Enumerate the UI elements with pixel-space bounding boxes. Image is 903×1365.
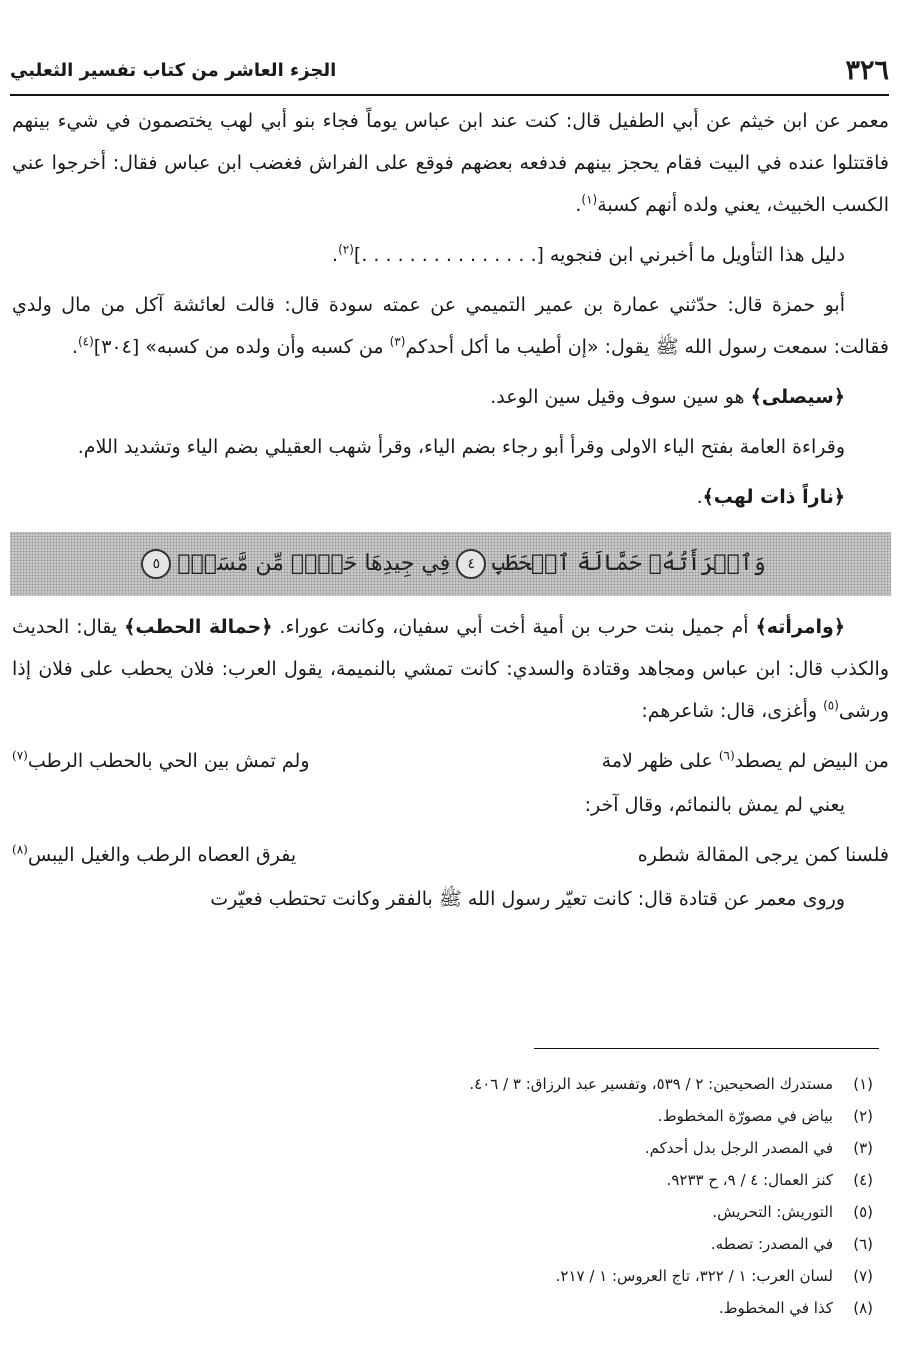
footnote [60, 1068, 873, 1100]
paragraph: وقراءة العامة بفتح الياء الاولى وقرأ أبو رجاء بضم الياء، وقرأ شهب العقيلي بضم الياء وتشديد اللام. [77, 436, 845, 458]
paragraph: ﴿سيصلى﴾ هو سين سوف وقيل سين الوعد. [490, 386, 845, 408]
footnote-ref[interactable]: (٢) [338, 242, 354, 257]
footnote-text: في المصدر: تصطه. [710, 1235, 833, 1253]
poem-hemistich-first: فلسنا كمن يرجى المقالة شطره [637, 844, 889, 866]
quran-term: ﴿وامرأته﴾ [755, 616, 845, 638]
footnote [60, 1196, 873, 1228]
footnote-ref[interactable]: (٤) [77, 334, 94, 349]
footnote-ref[interactable]: (٦) [718, 748, 735, 763]
footnote-number: (٢) [853, 1107, 873, 1125]
footnote [60, 1100, 873, 1132]
footnote-ref[interactable]: (١) [581, 192, 598, 207]
paragraph: وروى معمر عن قتادة قال: كانت تعيّر رسول الله ﷺ بالفقر وكانت تحتطب فعيّرت [210, 888, 845, 910]
paragraph: دليل هذا التأويل ما أخبرني ابن فنجويه [. . . . . . . . . . . . . . .]$^{(٢)}$. [332, 242, 845, 266]
footnotes [60, 1068, 873, 1324]
footnote-text: في المصدر الرجل بدل أحدكم. [644, 1139, 833, 1157]
footnote-number: (٦) [853, 1235, 873, 1253]
poem-hemistich-first: من البيض لم يصطد$^{(٦)}$ على ظهر لامة [601, 748, 889, 772]
footnote-number: (٥) [853, 1203, 873, 1221]
footnote [60, 1292, 873, 1324]
ayah-number-marker: ٤ [456, 549, 486, 579]
paragraph: معمر عن ابن خيثم عن أبي الطفيل قال: كنت عند ابن عباس يوماً فجاء بنو أبي لهب يختصمون في شيء بينهم فاقتتلوا عنده في البيت فقام يحجز بينهم فدفعه بعضهم فوقع على الفراش فغضب ابن عباس فقال: أخرجوا عني الكسب الخبيث، يعني ولده أنهم كسبة$^{(١)}$. [12, 110, 889, 216]
quran-term: ﴿حمالة الحطب﴾ [124, 616, 273, 638]
quran-term: ﴿سيصلى﴾ [750, 386, 845, 408]
footnote-text: بياض في مصورّة المخطوط. [657, 1107, 833, 1125]
main-text [12, 100, 889, 928]
paragraph: ﴿وامرأته﴾ أم جميل بنت حرب بن أمية أخت أبي سفيان، وكانت عوراء. ﴿حمالة الحطب﴾ يقال: الحديث والكذب قال: ابن عباس ومجاهد وقتادة والسدي: كانت تمشي بالنميمة، يقول العرب: فلان يحطب على فلان إذا ورشى$^{(٥)}$ وأغزى، قال: شاعرهم: [12, 616, 889, 722]
footnote-text: التوريش: التحريش. [712, 1203, 833, 1221]
footnote-text: كنز العمال: ٤ / ٩، ح ٩٢٣٣. [666, 1171, 833, 1189]
footnote-ref[interactable]: (٥) [823, 698, 839, 713]
verse-text: فِي جِيدِهَا حَبۡلٞ مِّن مَّسَدِۭ [177, 551, 451, 576]
footnote-ref[interactable]: (٨) [12, 842, 28, 857]
poem-verse [12, 740, 889, 782]
footnote-text: مستدرك الصحيحين: ٢ / ٥٣٩، وتفسير عبد الرزاق: ٣ / ٤٠٦. [469, 1075, 833, 1093]
paragraph: أبو حمزة قال: حدّثني عمارة بن عمير التميمي عن عمته سودة قال: قالت لعائشة آكل من مال ولدي فقالت: سمعت رسول الله ﷺ يقول: «إن أطيب ما أكل أحدكم$^{(٣)}$ من كسبه وأن ولده من كسبه» [٣٠٤]$^{(٤)}$. [12, 294, 889, 358]
footnote-ref[interactable]: (٧) [12, 748, 28, 763]
footnote [60, 1228, 873, 1260]
footnote-number: (٤) [853, 1171, 873, 1189]
paragraph: يعني لم يمش بالنمائم، وقال آخر: [584, 794, 845, 816]
footnote-ref[interactable]: (٣) [389, 334, 406, 349]
footnote-text: لسان العرب: ١ / ٣٢٢، تاج العروس: ١ / ٢١٧. [555, 1267, 833, 1285]
footnote-number: (٣) [853, 1139, 873, 1157]
verse-text: وَٱمۡرَأَتُهُۥ حَمَّالَةَ ٱلۡحَطَبِ [492, 551, 766, 576]
footnote-number: (١) [853, 1075, 873, 1093]
footnote [60, 1260, 873, 1292]
quran-verse-band [10, 532, 891, 596]
page-number: ٣٢٦ [845, 54, 889, 86]
footnote-number: (٨) [853, 1299, 873, 1317]
poem-verse [12, 834, 889, 876]
footnote-divider [534, 1048, 879, 1049]
poem-hemistich-second: ولم تمش بين الحي بالحطب الرطب$^{(٧)}$ [12, 748, 310, 772]
footnote-text: كذا في المخطوط. [718, 1299, 833, 1317]
ayah-number-marker: ٥ [141, 549, 171, 579]
running-title: الجزء العاشر من كتاب تفسير الثعلبي [10, 59, 337, 81]
paragraph: ﴿ناراً ذات لهب﴾. [696, 486, 845, 508]
page-header [10, 46, 889, 96]
footnote-number: (٧) [853, 1267, 873, 1285]
quran-term: ﴿ناراً ذات لهب﴾ [702, 486, 845, 508]
poem-hemistich-second: يفرق العصاه الرطب والغيل اليبس$^{(٨)}$ [12, 842, 297, 866]
footnote [60, 1164, 873, 1196]
footnote [60, 1132, 873, 1164]
